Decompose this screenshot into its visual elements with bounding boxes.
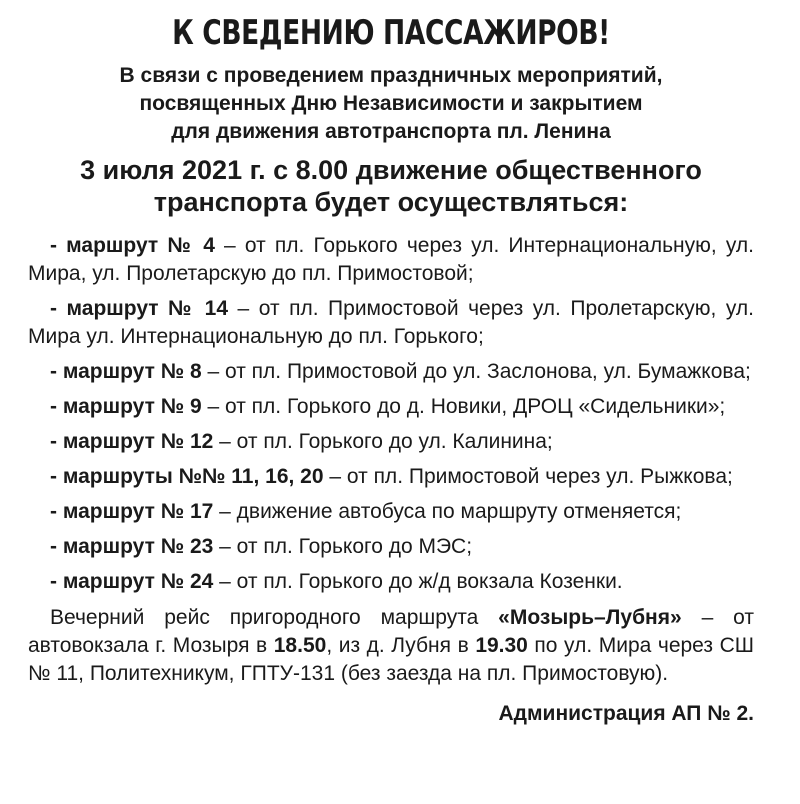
route-description: – от пл. Горького до ул. Калинина; — [213, 430, 553, 453]
route-item — [28, 358, 754, 386]
route-item — [28, 232, 754, 288]
route-label: - маршрут № 14 — [50, 297, 229, 320]
route-label: - маршруты №№ 11, 16, 20 — [50, 465, 324, 488]
route-label: - маршрут № 23 — [50, 535, 214, 558]
route-description: – от пл. Примостовой через ул. Рыжкова; — [323, 465, 733, 488]
route-item — [28, 295, 754, 351]
evening-route-name: «Мозырь–Лубня» — [498, 606, 682, 629]
date-line: 3 июля 2021 г. с 8.00 движение общественного — [80, 155, 702, 185]
evening-return-time: 19.30 — [475, 634, 528, 657]
route-description: – от пл. Горького до МЭС; — [213, 535, 473, 558]
route-description: – от пл. Примостовой через ул. Пролетарскую, ул. Мира ул. Интернациональную до пл. Горького; — [28, 297, 754, 348]
evening-text: по ул. Мира через СШ № 11, Политехникум, ГПТУ-131 (без заезда на пл. Примостовую). — [28, 634, 754, 685]
intro-line: для движения автотранспорта пл. Ленина — [171, 120, 611, 143]
evening-departure-time: 18.50 — [273, 634, 327, 657]
date-announcement — [28, 154, 754, 218]
evening-text: , из д. Лубня в — [326, 634, 476, 657]
intro-line: посвященных Дню Независимости и закрытием — [139, 92, 643, 115]
route-item — [28, 428, 754, 456]
route-description: – от пл. Примостовой до ул. Заслонова, ул. Бумажкова; — [201, 360, 751, 383]
evening-trip-paragraph — [28, 604, 754, 688]
route-label: - маршрут № 17 — [50, 500, 214, 523]
route-item — [28, 498, 754, 526]
route-label: - маршрут № 4 — [50, 234, 215, 257]
route-item — [28, 533, 754, 561]
route-item — [28, 463, 754, 491]
route-description: – движение автобуса по маршруту отменяется; — [213, 500, 682, 523]
evening-text: – от автовокзала г. Мозыря в — [28, 606, 754, 657]
route-item — [28, 393, 754, 421]
intro-text — [28, 62, 754, 146]
route-description: – от пл. Горького до ж/д вокзала Козенки. — [213, 570, 623, 593]
route-label: - маршрут № 9 — [50, 395, 202, 418]
route-label: - маршрут № 12 — [50, 430, 214, 453]
route-description: – от пл. Горького до д. Новики, ДРОЦ «Сидельники»; — [201, 395, 726, 418]
evening-text: Вечерний рейс пригородного маршрута — [50, 606, 499, 629]
notice-headline: К СВЕДЕНИЮ ПАССАЖИРОВ! — [172, 13, 610, 53]
route-label: - маршрут № 8 — [50, 360, 202, 383]
signature: Администрация АП № 2. — [498, 702, 754, 725]
route-item — [28, 568, 754, 596]
route-description: – от пл. Горького через ул. Интернациональную, ул. Мира, ул. Пролетарскую до пл. Примостовой; — [28, 234, 755, 285]
date-line: транспорта будет осуществляться: — [153, 187, 629, 217]
route-list — [28, 232, 754, 596]
route-label: - маршрут № 24 — [50, 570, 214, 593]
intro-line: В связи с проведением праздничных мероприятий, — [119, 64, 663, 87]
